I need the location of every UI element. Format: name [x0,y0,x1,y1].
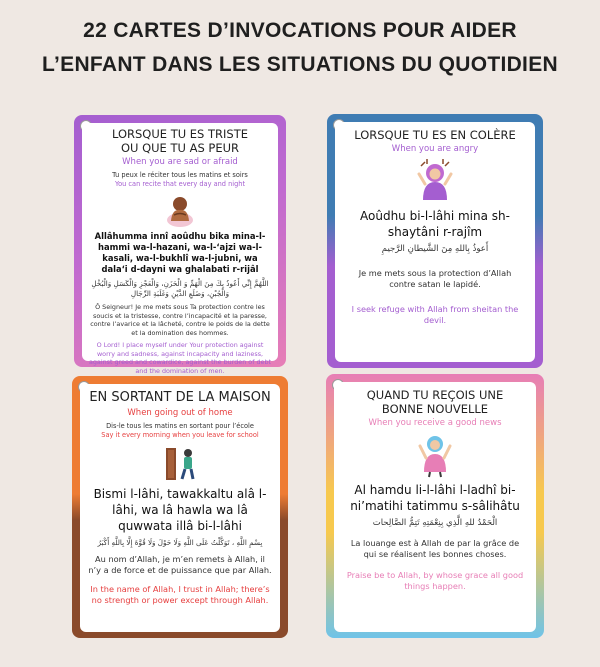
card-french: La louange est à Allah de par la grâce de qui se réalisent les bonnes choses. [350,538,520,559]
card-leaving-home [72,376,288,638]
card-subtitle: When you are angry [391,144,479,154]
card-note-en: Say it every morning when you leave for school [101,431,259,439]
headline-line-1: 22 CARTES D’INVOCATIONS POUR AIDER [83,19,517,42]
card-title: EN SORTANT DE LA MAISON [89,390,271,405]
card-subtitle: When going out of home [127,408,233,418]
card-subtitle: When you are sad or afraid [122,157,238,167]
card-french: Ô Seigneur! Je me mets sous Ta protection contre les soucis et la tristesse, contre l’incapacité et la paresse, contre l’avarice et la lâcheté, contre le poids de la dette et la domination des hommes. [90,303,270,337]
card-sad-afraid [74,115,286,375]
card-good-news [326,374,544,638]
card-english: I seek refuge with Allah from sheitan the devil. [351,304,519,325]
card-title: QUAND TU REÇOIS UNE BONNE NOUVELLE [366,388,504,416]
card-note-en: You can recite that every day and night [114,180,246,188]
card-english: Praise be to Allah, by whose grace all good things happen. [346,570,524,591]
page-headline [0,14,600,82]
angry-girl-icon [413,158,457,202]
card-arabic: اللَّهُمَّ إِنِّي أَعُوذُ بِكَ مِنَ الْهَمِّ وَ الْحَزَنِ، وَالْعَجْزِ وَالْكَسَلِ وَالْبُخْلِ وَالْجُبْنِ، وَضَلَعِ الدَّيْنِ وَغَلَبَةِ الرِّجَالِ [91,279,269,298]
card-arabic: أَعوذُ بِاللهِ مِنَ الشَّيطانِ الرَّجيمِ [381,244,489,254]
card-transliteration: Aoûdhu bi-l-lâhi mina sh-shaytâni r-rajîm [360,209,510,239]
card-angry [327,114,543,368]
card-arabic: بِسْمِ اللَّهِ ، تَوَكَّلْتُ عَلَى اللَّهِ وَلَا حَوْلَ وَلَا قُوَّةَ إِلَّا بِاللَّهِ أَكْبَرُ [97,538,263,547]
card-subtitle: When you receive a good news [368,418,502,428]
card-arabic: الْحَمْدُ للهِ الَّذِي بِنِعْمَتِهِ تَتِمُّ الصَّالِحات [372,518,498,528]
card-note-fr: Dis-le tous les matins en sortant pour l’école [106,422,254,430]
card-english: In the name of Allah, I trust in Allah; there’s no strength or power except through Allah. [90,584,270,605]
leaving-door-icon [160,444,200,482]
card-transliteration: Allâhumma innî aoûdhu bika mina-l-hammi wa-l-hazani, wa-l-‘ajzi wa-l-kasali, wa-l-bukhlî wa-l-jubni, wa dala‘i d-dayni wa ghalabati r-rijâl [94,231,266,274]
sad-person-icon [160,193,200,227]
card-english: O Lord! I place myself under Your protection against worry and sadness, against incapacity and laziness, against greed and cowardice, against the burden of debt and the domination of men. [88,341,272,375]
happy-girl-icon [415,432,455,478]
card-transliteration: Bismi l-lâhi, tawakkaltu alâ l-lâhi, wa lâ hawla wa lâ quwwata illâ bi-l-lâhi [93,487,267,533]
card-french: Au nom d’Allah, je m’en remets à Allah, il n’y a de force et de puissance que par Allah. [88,554,272,575]
card-note-fr: Tu peux le réciter tous les matins et soirs [112,171,248,179]
card-french: Je me mets sous la protection d’Allah contre satan le lapidé. [358,268,512,289]
card-transliteration: Al hamdu li-l-lâhi l-ladhî bi-ni’matihi tatimmu s-sâlihâtu [350,483,520,513]
headline-line-2: L’ENFANT DANS LES SITUATIONS DU QUOTIDIEN [42,53,558,76]
card-title: LORSQUE TU ES EN COLÈRE [354,128,516,142]
card-title: LORSQUE TU ES TRISTE OU QUE TU AS PEUR [111,127,249,155]
